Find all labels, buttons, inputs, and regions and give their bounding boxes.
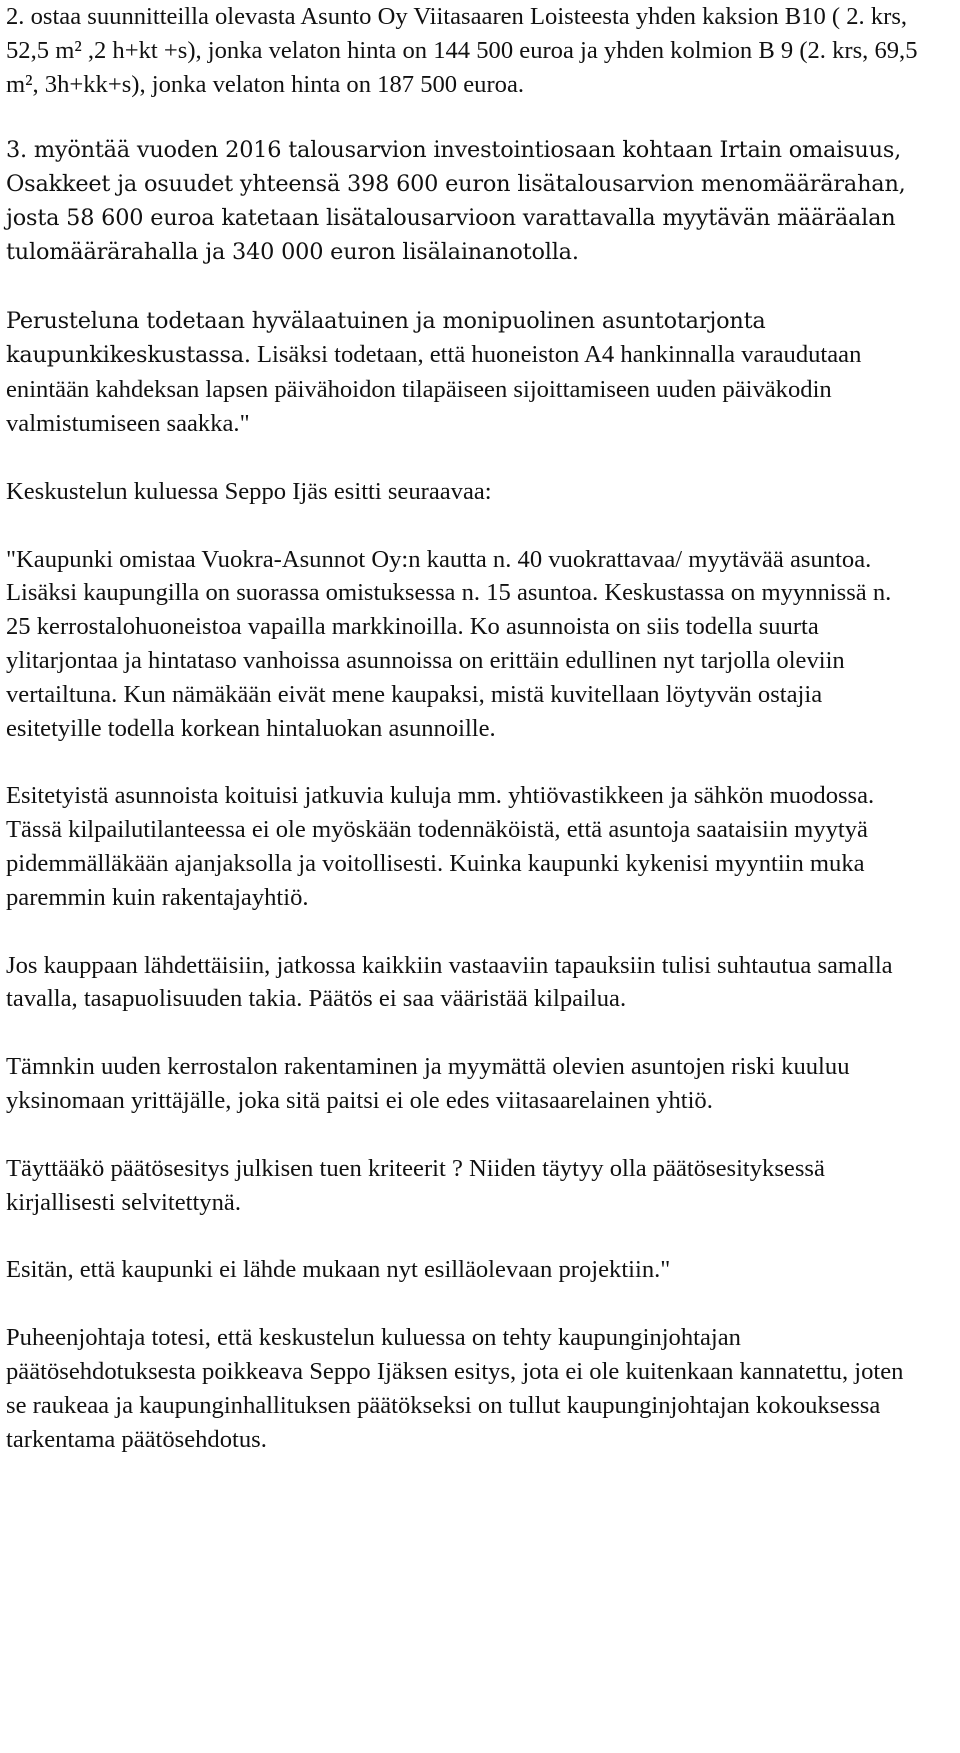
proposal-paragraph-3: Jos kauppaan lähdettäisiin, jatkossa kaikkiin vastaaviin tapauksiin tulisi suhtautua samalla tavalla, tasapuolisuuden takia. Päätös ei saa vääristää kilpailua.	[6, 951, 893, 1013]
spacer	[6, 509, 920, 543]
spacer	[6, 745, 920, 779]
proposal-paragraph-5: Täyttääkö päätösesitys julkisen tuen kriteerit ? Niiden täytyy olla päätösesityksessä kirjallisesti selvitettynä.	[6, 1154, 825, 1216]
rationale-part-2: Lisäksi todetaan, että huoneiston A4 hankinnalla varaudutaan enintään kahdeksan lapsen päivähoidon tilapäiseen sijoittamiseen uuden päiväkodin valmistumiseen saakka."	[6, 341, 862, 437]
spacer	[6, 270, 920, 304]
decision-item-3: 3. myöntää vuoden 2016 talousarvion investointiosaan kohtaan Irtain omaisuus, Osakkeet ja osuudet yhteensä 398 600 euron lisätalousarvion menomäärärahan, josta 58 600 euroa katetaan lisätalousarvioon varattavalla myytävän määräalan tulomäärärahalla ja 340 000 euron lisälainanotolla.	[6, 137, 906, 265]
proposal-paragraph-1: "Kaupunki omistaa Vuokra-Asunnot Oy:n kautta n. 40 vuokrattavaa/ myytävää asuntoa. Lisäksi kaupungilla on suorassa omistuksessa n. 15 asuntoa. Keskustassa on myynnissä n. 25 kerrostalohuoneistoa vapailla markkinoilla. Ko asunnoista on siis todella suurta ylitarjontaa ja hintataso vanhoissa asunnoissa on erittäin edullinen nyt tarjolla oleviin vertailtuna. Kun nämäkään eivät mene kaupaksi, mistä kuvitellaan löytyvän ostajia esitetyille todella korkean hintaluokan asunnoille.	[6, 545, 892, 742]
conclusion-paragraph: Puheenjohtaja totesi, että keskustelun kuluessa on tehty kaupunginjohtajan päätösehdotuksesta poikkeava Seppo Ijäksen esitys, jota ei ole kuitenkaan kannatettu, joten se raukeaa ja kaupunginhallituksen päätökseksi on tullut kaupunginjohtajan kokouksessa tarkentama päätösehdotus.	[6, 1324, 904, 1453]
spacer	[6, 915, 920, 949]
spacer	[6, 1219, 920, 1253]
proposal-paragraph-4: Tämnkin uuden kerrostalon rakentaminen ja myymättä olevien asuntojen riski kuuluu yksinomaan yrittäjälle, joka sitä paitsi ei ole edes viitasaarelainen yhtiö.	[6, 1053, 850, 1114]
proposal-paragraph-2: Esitetyistä asunnoista koituisi jatkuvia kuluja mm. yhtiövastikkeen ja sähkön muodossa. Tässä kilpailutilanteessa ei ole myöskään todennäköistä, että asuntoja saataisiin myytyä pidemmälläkään ajanjaksolla ja voitollisesti. Kuinka kaupunki kykenisi myyntiin muka paremmin kuin rakentajayhtiö.	[6, 782, 875, 911]
spacer	[6, 101, 920, 134]
rationale-part-1: Perusteluna todetaan hyvälaatuinen ja monipuolinen asuntotarjonta kaupunkikeskustassa.	[6, 307, 766, 369]
spacer	[6, 1118, 920, 1152]
spacer	[6, 1016, 920, 1050]
spacer	[6, 1287, 920, 1321]
rationale-paragraph	[6, 304, 920, 441]
discussion-intro: Keskustelun kuluessa Seppo Ijäs esitti seuraavaa:	[6, 477, 492, 505]
spacer	[6, 441, 920, 475]
decision-item-2: 2. ostaa suunnitteilla olevasta Asunto Oy Viitasaaren Loisteesta yhden kaksion B10 ( 2. krs, 52,5 m² ,2 h+kt +s), jonka velaton hinta on 144 500 euroa ja yhden kolmion B 9 (2. krs, 69,5 m², 3h+kk+s), jonka velaton hinta on 187 500 euroa.	[6, 3, 918, 98]
proposal-paragraph-6: Esitän, että kaupunki ei lähde mukaan nyt esilläolevaan projektiin."	[6, 1256, 671, 1284]
